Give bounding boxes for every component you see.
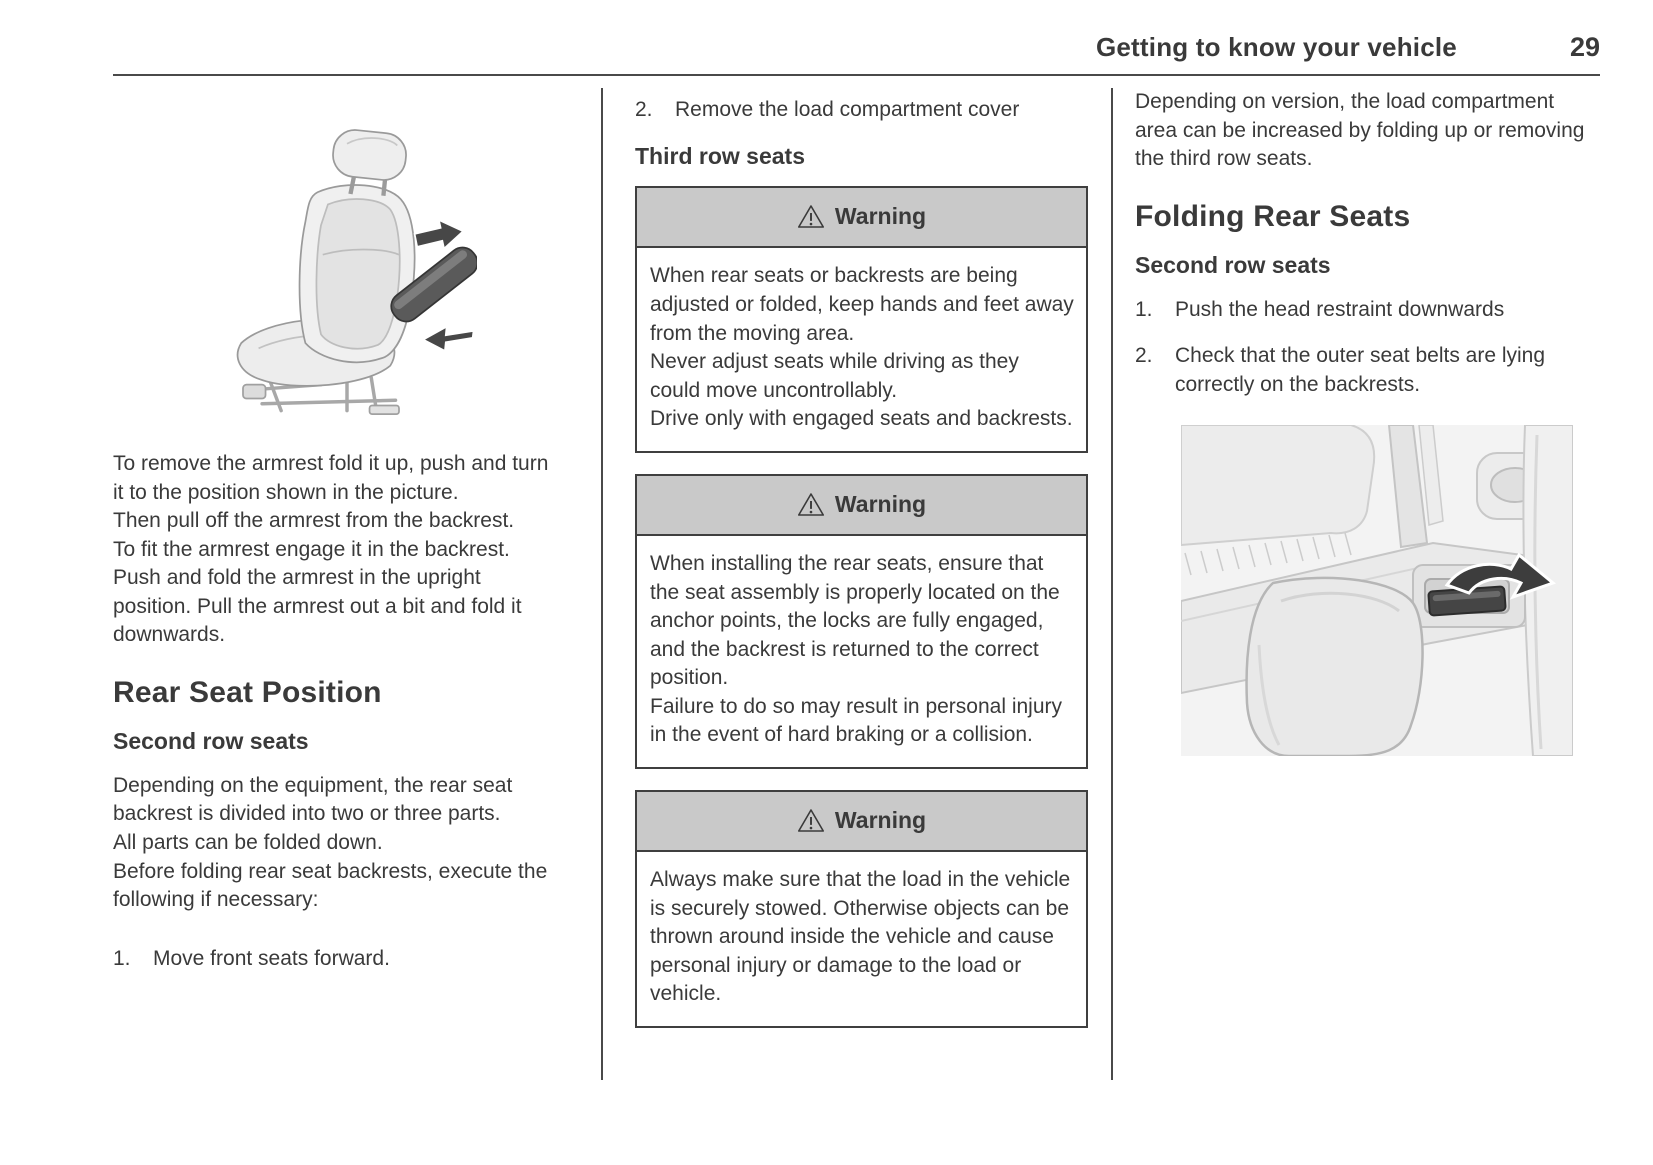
warning-body [637,852,1086,1026]
paragraph: To remove the armrest fold it up, push and turn it to the position shown in the picture. [113,452,549,504]
column-divider [1111,88,1113,1080]
warning-triangle-icon [797,808,825,833]
warning-body [637,536,1086,767]
header-rule [113,74,1600,76]
list-number: 1. [1135,297,1153,321]
page-header [113,32,1600,63]
warning-paragraph: Always make sure that the load in the vehicle is securely stowed. Otherwise objects can be thrown around inside the vehicle and cause personal injury or damage to the load or vehicle. [650,868,1071,1006]
list-item [1135,296,1598,325]
list-number: 1. [113,946,131,970]
paragraph: All parts can be folded down. [113,831,383,855]
warning-box [635,186,1088,453]
list-item [1135,342,1598,399]
list-text: Check that the outer seat belts are lying correctly on the backrests. [1175,344,1546,396]
section-heading-folding-rear-seats: Folding Rear Seats [1135,199,1411,233]
warning-paragraph: Failure to do so may result in personal injury in the event of hard braking or a collision. [650,694,1063,747]
head-restraint-seat-belt-illustration [1181,425,1573,756]
paragraph: Depending on version, the load compartment area can be increased by folding up or removing the third row seats. [1135,90,1585,171]
column-middle [635,88,1088,1049]
warning-triangle-icon [797,492,825,517]
paragraph: To fit the armrest engage it in the backrest. Push and fold the armrest in the upright position. Pull the armrest out a bit and fold it downwards. [113,537,522,647]
list-item [113,945,550,974]
list-number: 2. [1135,344,1153,368]
seat-armrest-illustration [217,102,477,442]
warning-header [637,476,1086,536]
paragraph: Before folding rear seat backrests, execute the following if necessary: [113,859,548,912]
list-text: Remove the load compartment cover [675,98,1020,121]
warning-box [635,790,1088,1028]
warning-header [637,792,1086,852]
warning-body [637,248,1086,450]
warning-triangle-icon [797,204,825,229]
column-left [113,88,550,991]
paragraph: Depending on the equipment, the rear seat backrest is divided into two or three parts. [113,773,513,826]
warning-header [637,188,1086,248]
subheading-second-row-seats: Second row seats [1135,252,1331,279]
list-text: Move front seats forward. [153,946,390,970]
warning-paragraph: When installing the rear seats, ensure that the seat assembly is properly located on the anchor points, the locks are fully engaged, and the backrest is returned to the correct position. [650,551,1060,690]
list-number: 2. [635,98,653,121]
warning-title: Warning [834,203,927,230]
warning-paragraph: Never adjust seats while driving as they could move uncontrollably. [650,350,1019,402]
warning-paragraph: When rear seats or backrests are being adjusted or folded, keep hands and feet away from the moving area. [650,264,1074,345]
subheading-third-row-seats: Third row seats [635,142,805,169]
list-item [635,96,1088,125]
head-restraint-figure [1181,425,1573,756]
section-heading-rear-seat-position: Rear Seat Position [113,675,382,709]
seat-armrest-figure [113,94,550,450]
paragraph: Then pull off the armrest from the backrest. [113,509,515,533]
column-right [1135,88,1598,756]
chapter-title: Getting to know your vehicle [1095,32,1457,62]
list-text: Push the head restraint downwards [1175,297,1505,321]
warning-title: Warning [834,806,927,833]
content-columns [113,88,1598,1080]
warning-box [635,474,1088,769]
page-number: 29 [1569,32,1600,62]
warning-title: Warning [834,490,927,517]
subheading-second-row-seats: Second row seats [113,728,309,755]
warning-paragraph: Drive only with engaged seats and backrests. [650,407,1073,431]
column-divider [601,88,603,1080]
